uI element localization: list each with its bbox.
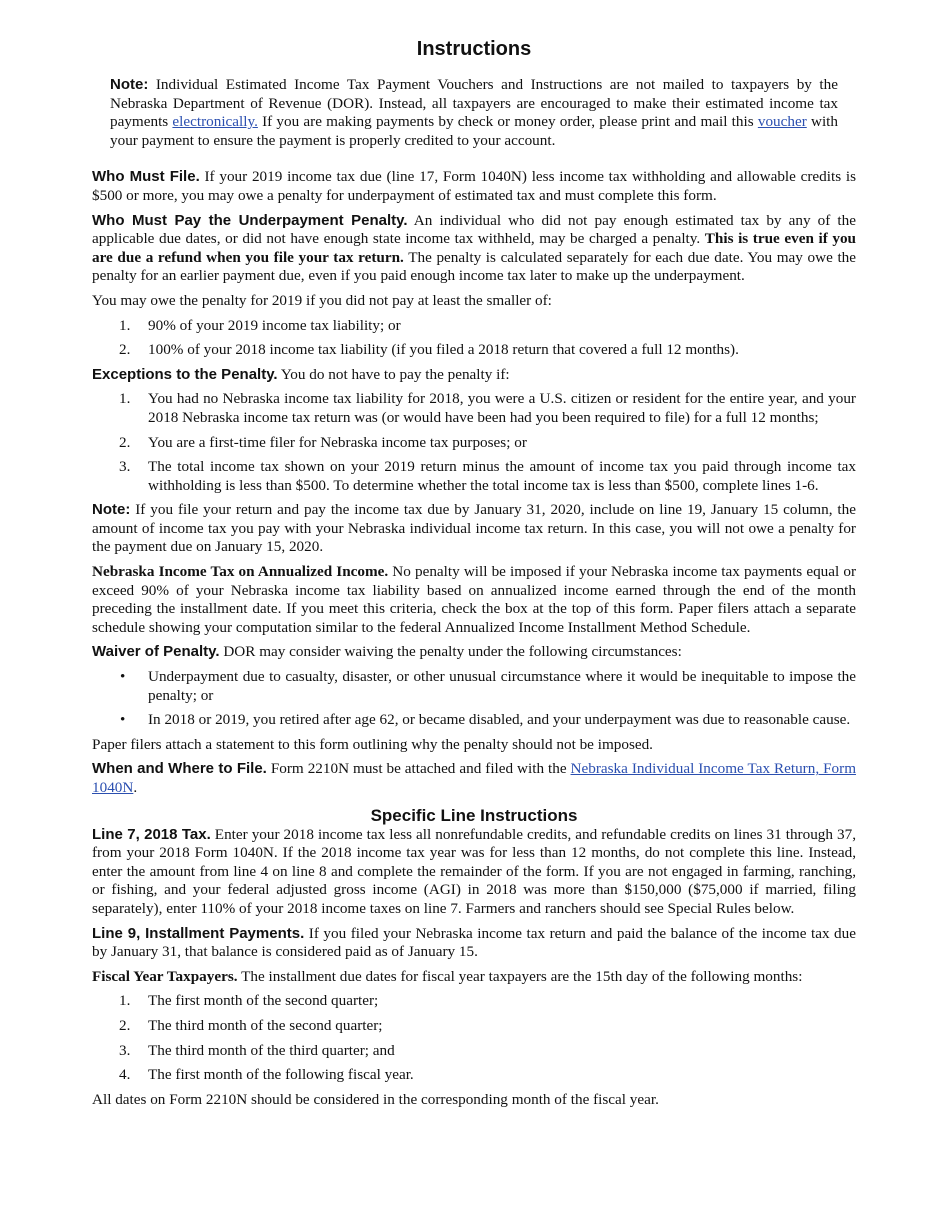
who-must-pay-text-2: The penalty is calculated separately for each due date. You may owe the penalty for an earlier payment due, even if you paid enough income tax later to make up the underpayment. bbox=[92, 248, 856, 285]
waiver-list bbox=[92, 668, 856, 730]
fiscal-paragraph bbox=[92, 968, 856, 987]
bullet: • bbox=[120, 711, 126, 729]
list-number: 4. bbox=[119, 1066, 131, 1084]
list-item bbox=[92, 1017, 856, 1036]
who-must-pay-text-1: An individual who did not pay enough estimated tax by any of the applicable due dates, or did not have enough state income tax withheld, may be charged a penalty. bbox=[92, 211, 856, 248]
page-title: Instructions bbox=[416, 38, 532, 60]
line-7-paragraph bbox=[92, 826, 856, 919]
who-must-pay-heading: Who Must Pay the Underpayment Penalty. bbox=[92, 211, 408, 229]
fiscal-heading: Fiscal Year Taxpayers. bbox=[92, 967, 238, 985]
when-where-text: Form 2210N must be attached and filed with the bbox=[266, 760, 571, 778]
list-item bbox=[92, 668, 856, 705]
note-text-2: If you are making payments by check or money order, please print and mail this bbox=[257, 113, 758, 131]
list-item bbox=[92, 992, 856, 1011]
who-must-pay-bold: This is true even if you are due a refund when you file your tax return. bbox=[92, 230, 856, 266]
list-text: The third month of the second quarter; bbox=[148, 1016, 383, 1034]
list-number: 1. bbox=[119, 390, 131, 408]
list-number: 2. bbox=[119, 433, 131, 451]
bullet: • bbox=[120, 668, 126, 686]
instructions-page bbox=[92, 36, 856, 1115]
list-text: 100% of your 2018 income tax liability (if you filed a 2018 return that covered a full 12 months). bbox=[148, 341, 739, 359]
waiver-paragraph bbox=[92, 643, 856, 662]
list-item bbox=[92, 434, 856, 453]
line-9-heading: Line 9, Installment Payments. bbox=[92, 924, 305, 942]
who-must-pay-paragraph bbox=[92, 212, 856, 286]
list-number: 2. bbox=[119, 1016, 131, 1034]
list-text: The third month of the third quarter; and bbox=[148, 1041, 395, 1059]
when-where-heading: When and Where to File. bbox=[92, 760, 267, 778]
fiscal-list bbox=[92, 992, 856, 1084]
list-number: 1. bbox=[119, 316, 131, 334]
exceptions-text: You do not have to pay the penalty if: bbox=[277, 365, 510, 383]
list-text: 90% of your 2019 income tax liability; or bbox=[148, 316, 401, 334]
specific-line-instructions-title: Specific Line Instructions bbox=[370, 805, 578, 825]
list-item bbox=[92, 711, 856, 730]
smaller-of-list bbox=[92, 317, 856, 360]
who-must-file-text: If your 2019 income tax due (line 17, Form 1040N) less income tax withholding and allowable credits is $500 or more, you may owe a penalty for underpayment of estimated tax and must complete this form. bbox=[92, 168, 857, 204]
waiver-after: Paper filers attach a statement to this form outlining why the penalty should not be imposed. bbox=[92, 735, 653, 753]
line-7-heading: Line 7, 2018 Tax. bbox=[92, 825, 211, 843]
when-where-end: . bbox=[133, 779, 138, 796]
note-2-paragraph bbox=[92, 501, 856, 557]
list-number: 3. bbox=[119, 458, 131, 476]
note-text-1: Individual Estimated Income Tax Payment Vouchers and Instructions are not mailed to taxpayers by the Nebraska Department of Revenue (DOR). Instead, all taxpayers are encouraged to make their estimated income tax payments bbox=[110, 76, 838, 131]
note-label: Note: bbox=[110, 76, 149, 93]
list-text: In 2018 or 2019, you retired after age 62, or became disabled, and your underpayment was due to reasonable cause. bbox=[148, 711, 851, 729]
form-1040n-link[interactable]: Nebraska Individual Income Tax Return, Form 1040N bbox=[92, 760, 857, 796]
fiscal-text: The installment due dates for fiscal year taxpayers are the 15th day of the following months: bbox=[237, 967, 803, 985]
exceptions-heading: Exceptions to the Penalty. bbox=[92, 365, 278, 383]
list-item bbox=[92, 458, 856, 495]
list-item bbox=[92, 341, 856, 360]
note-2-text: If you file your return and pay the income tax due by January 31, 2020, include on line 19, January 15 column, the amount of income tax you pay with your Nebraska individual income tax return. In this case, you will not owe a penalty for the payment due on January 15, 2020. bbox=[92, 501, 856, 556]
voucher-link[interactable]: voucher bbox=[757, 113, 807, 131]
list-text: The first month of the second quarter; bbox=[148, 992, 379, 1010]
exceptions-list bbox=[92, 390, 856, 495]
list-number: 1. bbox=[119, 992, 131, 1010]
who-must-file-heading: Who Must File. bbox=[92, 168, 200, 186]
list-item bbox=[92, 317, 856, 336]
note-2-label: Note: bbox=[92, 501, 131, 519]
annualized-paragraph bbox=[92, 563, 856, 637]
list-item bbox=[92, 390, 856, 427]
line-9-paragraph bbox=[92, 925, 856, 962]
list-item bbox=[92, 1066, 856, 1085]
list-item bbox=[92, 1042, 856, 1061]
when-where-paragraph bbox=[92, 760, 856, 797]
fiscal-after: All dates on Form 2210N should be considered in the corresponding month of the fiscal year. bbox=[92, 1090, 659, 1108]
waiver-heading: Waiver of Penalty. bbox=[92, 643, 220, 661]
smaller-of-intro: You may owe the penalty for 2019 if you did not pay at least the smaller of: bbox=[92, 291, 552, 309]
list-number: 2. bbox=[119, 341, 131, 359]
list-text: You had no Nebraska income tax liability for 2018, you were a U.S. citizen or resident for the entire year, and your 2018 Nebraska income tax return was (or would have been had you been required to file) for a full 12 months; bbox=[148, 390, 856, 426]
exceptions-paragraph bbox=[92, 366, 856, 385]
line-9-text: If you filed your Nebraska income tax return and paid the balance of the income tax due by January 31, that balance is considered paid as of January 15. bbox=[92, 924, 856, 961]
electronically-link[interactable]: electronically. bbox=[172, 113, 258, 131]
who-must-file-paragraph bbox=[92, 168, 856, 205]
list-text: Underpayment due to casualty, disaster, or other unusual circumstance where it would be inequitable to impose the penalty; or bbox=[148, 668, 856, 704]
annualized-text: No penalty will be imposed if your Nebraska income tax payments equal or exceed 90% of your Nebraska income tax liability based on annualized income earned through the end of the month preceding the installment date. If you meet this criteria, check the box at the top of this form. Paper filers attach a separate schedule showing your computation similar to the federal Annualized Income Installment Method Schedule. bbox=[92, 563, 856, 636]
waiver-text: DOR may consider waiving the penalty under the following circumstances: bbox=[219, 643, 682, 661]
annualized-heading: Nebraska Income Tax on Annualized Income. bbox=[92, 563, 389, 581]
line-7-text: Enter your 2018 income tax less all nonrefundable credits, and refundable credits on lines 31 through 37, from your 2018 Form 1040N. If the 2018 income tax year was for less than 12 months, do not complete this line. Instead, enter the amount from line 4 on line 8 and complete the remainder of the form. If you are not engaged in farming, ranching, or fishing, and your federal adjusted gross income (AGI) in 2018 was more than $150,000 ($75,000 if married, filing separately), enter 110% of your 2018 income taxes on line 7. Farmers and ranchers should see Special Rules below. bbox=[92, 825, 856, 917]
list-text: The total income tax shown on your 2019 return minus the amount of income tax you paid through income tax withholding is less than $500. To determine whether the total income tax is less than $500, complete lines 1-6. bbox=[148, 458, 856, 494]
note-box bbox=[110, 76, 838, 150]
list-text: You are a first-time filer for Nebraska income tax purposes; or bbox=[148, 433, 527, 451]
note-text-3: with your payment to ensure the payment is properly credited to your account. bbox=[110, 113, 838, 149]
list-number: 3. bbox=[119, 1041, 131, 1059]
list-text: The first month of the following fiscal year. bbox=[148, 1066, 414, 1084]
